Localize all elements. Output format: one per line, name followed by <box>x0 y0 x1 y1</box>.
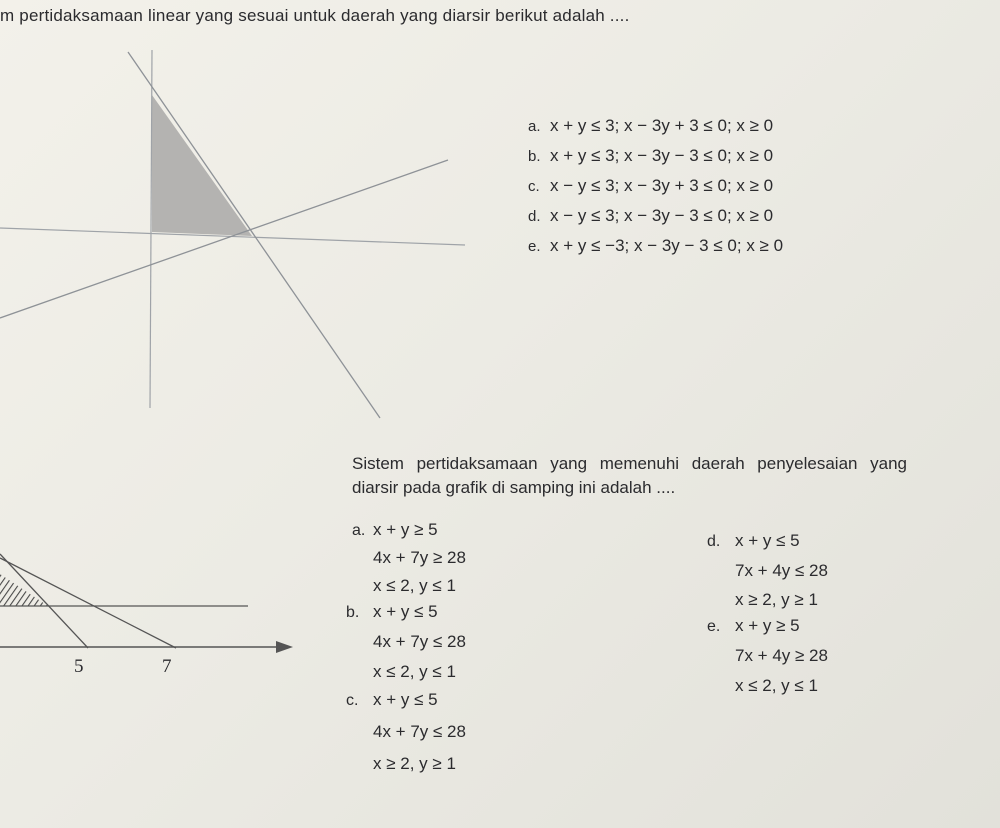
option-label: d. <box>528 208 541 225</box>
option-label: e. <box>528 238 541 255</box>
option-label: a. <box>528 118 541 135</box>
option-text: x + y ≤ −3; x − 3y − 3 ≤ 0; x ≥ 0 <box>550 236 784 255</box>
option-a-line-3: x ≤ 2, y ≤ 1 <box>373 576 456 595</box>
question-2-option-c-label[interactable]: c. <box>346 692 359 709</box>
graph-2-tick-5: 5 <box>74 656 84 677</box>
graph-2-tick-7: 7 <box>162 656 172 677</box>
option-c-line-1: x + y ≤ 5 <box>373 690 438 709</box>
option-d-line-1: x + y ≤ 5 <box>735 531 800 550</box>
option-text: x − y ≤ 3; x − 3y − 3 ≤ 0; x ≥ 0 <box>550 206 774 225</box>
option-d-line-2: 7x + 4y ≤ 28 <box>735 561 828 580</box>
option-label: b. <box>528 148 541 165</box>
option-a-line-1: x + y ≥ 5 <box>373 520 438 539</box>
question-2-option-a-label[interactable]: a. <box>352 522 366 539</box>
option-label: c. <box>528 178 540 195</box>
option-e-line-3: x ≤ 2, y ≤ 1 <box>735 676 818 695</box>
option-c-line-3: x ≥ 2, y ≥ 1 <box>373 754 456 773</box>
option-b-line-3: x ≤ 2, y ≤ 1 <box>373 662 456 681</box>
option-e-line-2: 7x + 4y ≥ 28 <box>735 646 828 665</box>
question-2-text: Sistem pertidaksamaan yang memenuhi daerah penyelesaian yang diarsir pada grafik di samping ini adalah .... <box>352 454 907 497</box>
question-2-option-d-label[interactable]: d. <box>707 533 721 550</box>
question-1-text: m pertidaksamaan linear yang sesuai untuk daerah yang diarsir berikut adalah .... <box>0 6 630 25</box>
option-text: x − y ≤ 3; x − 3y + 3 ≤ 0; x ≥ 0 <box>550 176 774 195</box>
question-2-option-b-label[interactable]: b. <box>346 604 360 621</box>
option-d-line-3: x ≥ 2, y ≥ 1 <box>735 590 818 609</box>
option-b-line-1: x + y ≤ 5 <box>373 602 438 621</box>
question-2-option-e-label[interactable]: e. <box>707 618 721 635</box>
option-a-line-2: 4x + 7y ≥ 28 <box>373 548 466 567</box>
option-text: x + y ≤ 3; x − 3y + 3 ≤ 0; x ≥ 0 <box>550 116 774 135</box>
graph-2-x-axis-arrow <box>276 641 293 653</box>
option-b-line-2: 4x + 7y ≤ 28 <box>373 632 466 651</box>
option-c-line-2: 4x + 7y ≤ 28 <box>373 722 466 741</box>
option-text: x + y ≤ 3; x − 3y − 3 ≤ 0; x ≥ 0 <box>550 146 774 165</box>
option-e-line-1: x + y ≥ 5 <box>735 616 800 635</box>
